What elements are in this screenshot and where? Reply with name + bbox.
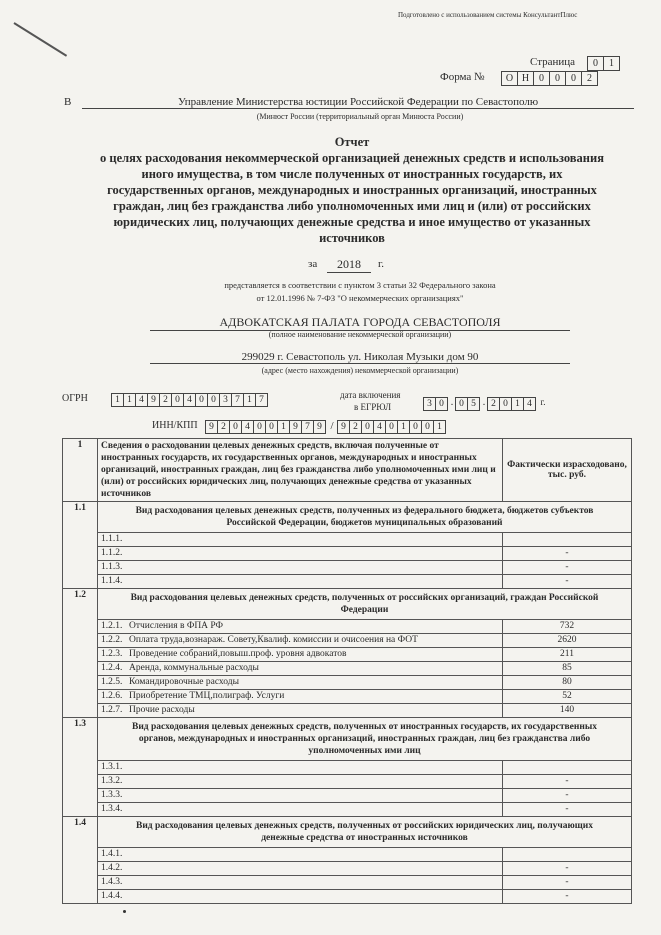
row-code: 1.4.3. <box>101 877 123 887</box>
inn-cell: 2 <box>217 420 230 434</box>
basis-line: представляется в соответствии с пунктом 3 статьи 32 Федерального закона <box>224 280 496 290</box>
row-value: 2620 <box>503 634 632 648</box>
row-value: - <box>503 775 632 789</box>
table-row <box>63 620 632 634</box>
row-label: Приобретение ТМЦ,полиграф. Услуги <box>129 691 285 701</box>
form-cell: 0 <box>549 71 566 86</box>
page-cells <box>588 56 620 71</box>
kpp-cell: 2 <box>349 420 362 434</box>
row-code: 1.1.1. <box>101 534 123 544</box>
consultant-note: Подготовлено с использованием системы КонсультантПлюс <box>398 11 578 19</box>
row-label-cell <box>98 547 503 561</box>
ogrn-label: ОГРН <box>62 393 88 404</box>
inn-cells <box>206 420 446 434</box>
row-code: 1.3.4. <box>101 804 123 814</box>
basis-line: от 12.01.1996 № 7-ФЗ "О некоммерческих организациях" <box>256 293 464 303</box>
row-label-cell <box>98 775 503 789</box>
row-label-cell <box>98 648 503 662</box>
row-value: - <box>503 862 632 876</box>
row-code: 1.2.1. <box>101 621 123 631</box>
date-suffix: г. <box>540 397 546 407</box>
row-label: Отчисления в ФПА РФ <box>129 621 224 631</box>
ogrn-cell: 1 <box>123 393 136 407</box>
row-label-cell <box>98 690 503 704</box>
page-label: Страница <box>530 56 576 68</box>
kpp-cell: 0 <box>409 420 422 434</box>
ogrn-cell: 3 <box>219 393 232 407</box>
row-value: 80 <box>503 676 632 690</box>
inn-cell: 1 <box>277 420 290 434</box>
section-title: Вид расходования целевых денежных средств, полученных от российских юридических лиц, получающих денежные средства от иностранных источников <box>98 817 632 848</box>
row-value <box>503 761 632 775</box>
row-value <box>503 533 632 547</box>
title-line: граждан, лиц без гражданства либо уполномоченных ими лиц и (или) от российских <box>113 199 591 213</box>
row-code: 1.1.2. <box>101 548 123 558</box>
recipient-name: Управление Министерства юстиции Российской Федерации по Севастополю <box>82 96 634 109</box>
form-cell: 0 <box>533 71 550 86</box>
kpp-cell: 0 <box>421 420 434 434</box>
title-line: иного имущества, в том числе полученных от иностранных государств, их <box>141 167 563 181</box>
organization-name-caption: (полное наименование некоммерческой организации) <box>268 330 452 339</box>
date-cell: 5 <box>467 397 480 411</box>
inn-cell: 9 <box>205 420 218 434</box>
ogrn-cell: 0 <box>195 393 208 407</box>
row-label: Проведение собраний,повыш.проф. уровня адвокатов <box>129 649 347 659</box>
section-number: 1.3 <box>63 718 98 817</box>
inn-label: ИНН/КПП <box>152 420 198 431</box>
row-label: Командировочные расходы <box>129 677 239 687</box>
table-row <box>63 704 632 718</box>
section-title-row <box>63 502 632 533</box>
section-number: 1.2 <box>63 589 98 718</box>
row-label-cell <box>98 533 503 547</box>
table-row <box>63 561 632 575</box>
row-label-cell <box>98 789 503 803</box>
table-head-value: Фактически израсходовано, тыс. руб. <box>503 439 632 502</box>
row-value: - <box>503 876 632 890</box>
row-code: 1.1.3. <box>101 562 123 572</box>
table-header-row <box>63 439 632 502</box>
section-title-row <box>63 817 632 848</box>
row-value: - <box>503 890 632 904</box>
row-code: 1.3.1. <box>101 762 123 772</box>
kpp-cell: 4 <box>373 420 386 434</box>
row-label-cell <box>98 890 503 904</box>
report-year: 2018 <box>327 257 371 273</box>
section-number: 1.1 <box>63 502 98 589</box>
table-head-num: 1 <box>63 439 98 502</box>
table-head-desc: Сведения о расходовании целевых денежных средств, включая полученные от иностранных государств, их государственных органов, международных и иностранных организаций, иностранных граждан, лиц без гражданства либо уполномоченных ими лиц и (или) от российских юридических лиц, получающих денежные средства от указанных источников <box>98 439 503 502</box>
kpp-cell: 1 <box>433 420 446 434</box>
row-label-cell <box>98 575 503 589</box>
row-label: Оплата труда,вознараж. Совету,Квалиф. комиссии и очисоения на ФОТ <box>129 635 418 645</box>
row-code: 1.3.2. <box>101 776 123 786</box>
row-code: 1.2.7. <box>101 705 123 715</box>
table-row <box>63 862 632 876</box>
date-cell: 0 <box>499 397 512 411</box>
inn-kpp-slash: / <box>330 420 334 432</box>
row-code: 1.2.6. <box>101 691 123 701</box>
date-separator: . <box>482 397 486 408</box>
date-separator: . <box>450 397 454 408</box>
section-title: Вид расходования целевых денежных средств, полученных от иностранных государств, их государственных органов, международных и иностранных организаций, иностранных граждан, лиц без гражданства либо уполномоченных ими лиц <box>98 718 632 761</box>
row-label-cell <box>98 662 503 676</box>
report-title <box>62 134 642 246</box>
section-title: Вид расходования целевых денежных средств, полученных из федерального бюджета, бюджетов субъектов Российской Федерации, бюджетов муниципальных образований <box>98 502 632 533</box>
row-value: 85 <box>503 662 632 676</box>
title-line: источников <box>319 231 385 245</box>
page-cell: 1 <box>603 56 620 71</box>
row-label: Прочие расходы <box>129 705 195 715</box>
ogrn-cell: 4 <box>135 393 148 407</box>
row-value: - <box>503 561 632 575</box>
row-label-cell <box>98 676 503 690</box>
table-row <box>63 890 632 904</box>
inn-cell: 0 <box>253 420 266 434</box>
table-row <box>63 775 632 789</box>
row-label-cell <box>98 704 503 718</box>
row-value: 52 <box>503 690 632 704</box>
row-label-cell <box>98 620 503 634</box>
table-row <box>63 662 632 676</box>
section-number: 1.4 <box>63 817 98 904</box>
ogrn-cell: 0 <box>171 393 184 407</box>
inn-cell: 9 <box>313 420 326 434</box>
ogrn-cell: 0 <box>207 393 220 407</box>
form-cell: 0 <box>565 71 582 86</box>
organization-address: 299029 г. Севастополь ул. Николая Музыки дом 90 <box>150 351 570 364</box>
title-line: о целях расходования некоммерческой организацией денежных средств и использования <box>100 151 604 165</box>
table-row <box>63 848 632 862</box>
row-code: 1.3.3. <box>101 790 123 800</box>
organization-name: АДВОКАТСКАЯ ПАЛАТА ГОРОДА СЕВАСТОПОЛЯ <box>150 315 570 331</box>
row-value: - <box>503 575 632 589</box>
inn-cell: 7 <box>301 420 314 434</box>
table-row <box>63 690 632 704</box>
row-code: 1.4.2. <box>101 863 123 873</box>
date-label: в ЕГРЮЛ <box>354 402 392 412</box>
kpp-cell: 0 <box>385 420 398 434</box>
table-row <box>63 761 632 775</box>
pen-mark <box>13 22 67 57</box>
row-code: 1.2.5. <box>101 677 123 687</box>
kpp-cell: 1 <box>397 420 410 434</box>
table-row <box>63 803 632 817</box>
row-label-cell <box>98 561 503 575</box>
ogrn-cell: 1 <box>111 393 124 407</box>
inn-cell: 4 <box>241 420 254 434</box>
row-value: - <box>503 789 632 803</box>
row-code: 1.1.4. <box>101 576 123 586</box>
ogrn-cell: 7 <box>255 393 268 407</box>
date-cell: 2 <box>487 397 500 411</box>
section-title: Вид расходования целевых денежных средств, полученных от российских организаций, граждан Российской Федерации <box>98 589 632 620</box>
row-label-cell <box>98 803 503 817</box>
ogrn-cells <box>112 393 268 407</box>
recipient-prefix: В <box>64 96 72 108</box>
row-value: - <box>503 803 632 817</box>
inn-cell: 9 <box>289 420 302 434</box>
table-row <box>63 547 632 561</box>
row-value: 211 <box>503 648 632 662</box>
kpp-cell: 0 <box>361 420 374 434</box>
table-row <box>63 575 632 589</box>
ogrn-cell: 1 <box>243 393 256 407</box>
row-code: 1.4.1. <box>101 849 123 859</box>
title-line: государственных органов, международных и иностранных организаций, иностранных <box>107 183 597 197</box>
organization-address-caption: (адрес (место нахождения) некоммерческой организации) <box>261 366 459 375</box>
form-label: Форма № <box>440 71 485 83</box>
recipient-caption: (Минюст России (территориальный орган Минюста России) <box>256 112 464 121</box>
form-cell: О <box>501 71 518 86</box>
section-title-row <box>63 589 632 620</box>
row-label-cell <box>98 634 503 648</box>
date-cell: 4 <box>523 397 536 411</box>
row-label-cell <box>98 761 503 775</box>
table-row <box>63 676 632 690</box>
form-cell: Н <box>517 71 534 86</box>
row-code: 1.2.2. <box>101 635 123 645</box>
row-value <box>503 848 632 862</box>
inn-cell: 0 <box>229 420 242 434</box>
date-cell: 0 <box>455 397 468 411</box>
row-label-cell <box>98 862 503 876</box>
row-label: Аренда, коммунальные расходы <box>129 663 259 673</box>
table-row <box>63 533 632 547</box>
row-value: - <box>503 547 632 561</box>
year-suffix: г. <box>378 258 385 270</box>
kpp-cell: 9 <box>337 420 350 434</box>
form-cell: 2 <box>581 71 598 86</box>
ogrn-cell: 4 <box>183 393 196 407</box>
section-title-row <box>63 718 632 761</box>
expenditure-table <box>62 438 632 904</box>
date-cell: 3 <box>423 397 436 411</box>
row-label-cell <box>98 876 503 890</box>
ogrn-cell: 2 <box>159 393 172 407</box>
date-cells <box>424 397 550 411</box>
title-line: юридических лиц, получающих денежные средства и иное имущество от указанных <box>113 215 591 229</box>
table-row <box>63 648 632 662</box>
row-label-cell <box>98 848 503 862</box>
ogrn-cell: 9 <box>147 393 160 407</box>
row-code: 1.4.4. <box>101 891 123 901</box>
stray-dot <box>123 910 126 913</box>
row-value: 732 <box>503 620 632 634</box>
table-body <box>63 502 632 904</box>
date-cell: 1 <box>511 397 524 411</box>
table-row <box>63 789 632 803</box>
table-row <box>63 634 632 648</box>
title-heading: Отчет <box>334 135 370 149</box>
inn-cell: 0 <box>265 420 278 434</box>
date-cell: 0 <box>435 397 448 411</box>
row-code: 1.2.4. <box>101 663 123 673</box>
table-row <box>63 876 632 890</box>
form-cells <box>502 71 598 86</box>
page-cell: 0 <box>587 56 604 71</box>
row-value: 140 <box>503 704 632 718</box>
row-code: 1.2.3. <box>101 649 123 659</box>
year-prefix: за <box>308 258 318 270</box>
date-label: дата включения <box>340 390 401 400</box>
ogrn-cell: 7 <box>231 393 244 407</box>
